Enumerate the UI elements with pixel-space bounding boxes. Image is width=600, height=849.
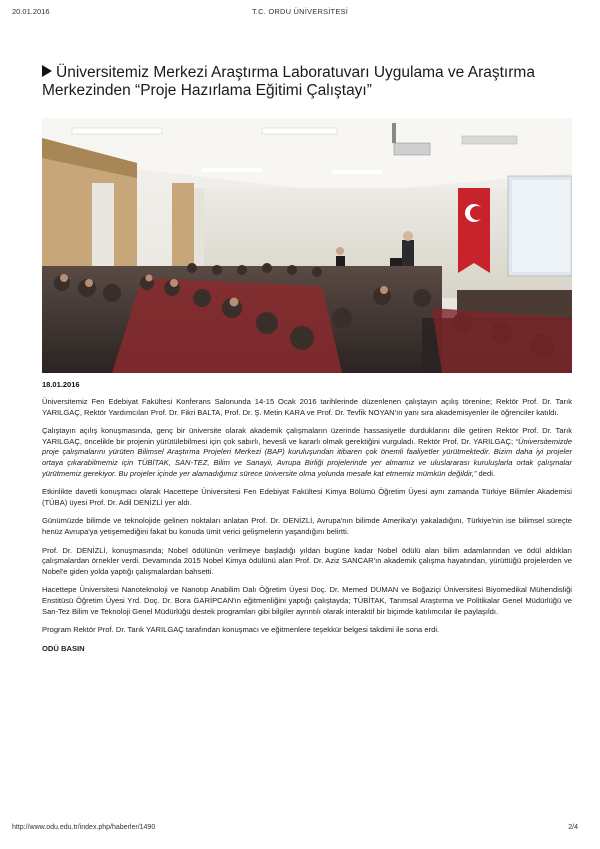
conference-hall-photo <box>42 118 572 373</box>
paragraph-1: Üniversitemiz Fen Edebiyat Fakültesi Konferans Salonunda 14-15 Ocak 2016 tarihlerinde düzenlenen çalıştayın açılış törenine; Rektör Prof. Dr. Tarık YARILGAÇ, Rektör Yardımcıları Prof. Dr. Fikri BALTA, Prof. Dr. Ş. Metin KARA ve Prof. Dr. Tevfik NOYAN'ın yanı sıra akademisyenler ile öğrenciler katıldı. <box>42 397 572 417</box>
paragraph-2 <box>42 426 572 479</box>
play-arrow-icon <box>42 65 52 77</box>
print-date: 20.01.2016 <box>12 7 50 16</box>
print-header <box>12 7 588 19</box>
paragraph-2-intro: Çalıştayın açılış konuşmasında, genç bir üniversite olarak akademik çalışmaların üzerinde hassasiyetle durduklarını dile getiren Rektör Prof. Dr. Tarık YARILGAÇ, öncelikle bir projenin yürütülebilmesi için çok sabırlı, hevesli ve kararlı olmak gerektiğini vurguladı. Rektör Prof. Dr. YARILGAÇ; <box>42 426 572 446</box>
article-title-text: Üniversitemiz Merkezi Araştırma Laboratuvarı Uygulama ve Araştırma Merkezinden “Proje Hazırlama Eğitimi Çalıştayı” <box>42 64 535 100</box>
paragraph-5: Prof. Dr. DENİZLİ, konuşmasında; Nobel ödülünün verilmeye başladığı yıldan bugüne kadar Nobel ödülü alan bilim adamlarından ve ödül aldıkları çalışmalardan örnekler verdi. Devamında 2015 Nobel Kimya ödülünü alan Prof. Dr. Aziz SANCAR'ın akademik çalışma hayatından, yürüttüğü projelerden ve Nobel'e giden yolda yaptığı çalışmalardan bahsetti. <box>42 545 572 576</box>
page-url: http://www.odu.edu.tr/index.php/haberler/1490 <box>12 824 156 831</box>
article-title <box>42 64 562 100</box>
paragraph-2-end: dedi. <box>476 468 496 478</box>
article-photo <box>42 118 572 373</box>
article-signature: ODÜ BASIN <box>42 643 85 653</box>
paragraph-3: Etkinlikte davetli konuşmacı olarak Hacettepe Üniversitesi Fen Edebiyat Fakültesi Kimya Bölümü Öğretim Üyesi aynı zamanda Türkiye Bilimler Akademisi (TÜBA) üyesi Prof. Dr. Adil DENİZLİ yer aldı. <box>42 487 572 507</box>
page-number: 2/4 <box>568 824 578 831</box>
article-body <box>42 397 572 662</box>
paragraph-6: Hacettepe Üniversitesi Nanoteknoloji ve Nanotıp Anabilim Dalı Öğretim Üyesi Doç. Dr. Memed DUMAN ve Boğaziçi Üniversitesi Biyomedikal Mühendisliği Enstitüsü Öğretim Üyesi Yrd. Doç. Dr. Bora GARİPCAN'ın eğitmenliğini yaptığı çalıştayda; TÜBİTAK, Tarımsal Araştırma ve Politikalar Genel Müdürlüğü ve San-Tez Bilim ve Teknoloji Genel Müdürlüğü destek programları gibi bilgiler ayrıntılı olarak interaktif bir biçimde katılımcılar ile paylaşıldı. <box>42 585 572 616</box>
paragraph-4: Günümüzde bilimde ve teknolojide gelinen noktaları anlatan Prof. Dr. DENİZLİ, Avrupa'nın bilimde Amerika'yı yakaladığını, Türkiye'nin ise bilimsel süreçte henüz Avrupa'ya yetişemediğini fakat bu konuda ümit verici gelişmelerin yaşandığını belirtti. <box>42 516 572 536</box>
paragraph-2-quote: “Üniversitemizde proje çalışmalarını yürüten Bilimsel Araştırma Projeleri Merkezi (BAP) kuruluşundan itibaren çok önemli faaliyetler yürütmektedir. Bizim daha iyi projeler ortaya çıkarabilmemiz için TÜBİTAK, SAN-TEZ, Bilim ve Sanayii, Avrupa Birliği projelerinde yer almamız ve uluslararası kuruluşlarla ortak çalışmalar yürütmemiz gerekiyor. Bu projeler içinde yer alamadığımız sürece üniversite olma yolunda mesafe kat etmemiz mümkün değildir,” <box>42 436 572 478</box>
article-date: 18.01.2016 <box>42 380 80 389</box>
site-name: T.C. ORDU ÜNİVERSİTESİ <box>251 7 349 16</box>
paragraph-7: Program Rektör Prof. Dr. Tarık YARILGAÇ tarafından konuşmacı ve eğitmenlere teşekkür belgesi takdimi ile sona erdi. <box>42 625 440 635</box>
